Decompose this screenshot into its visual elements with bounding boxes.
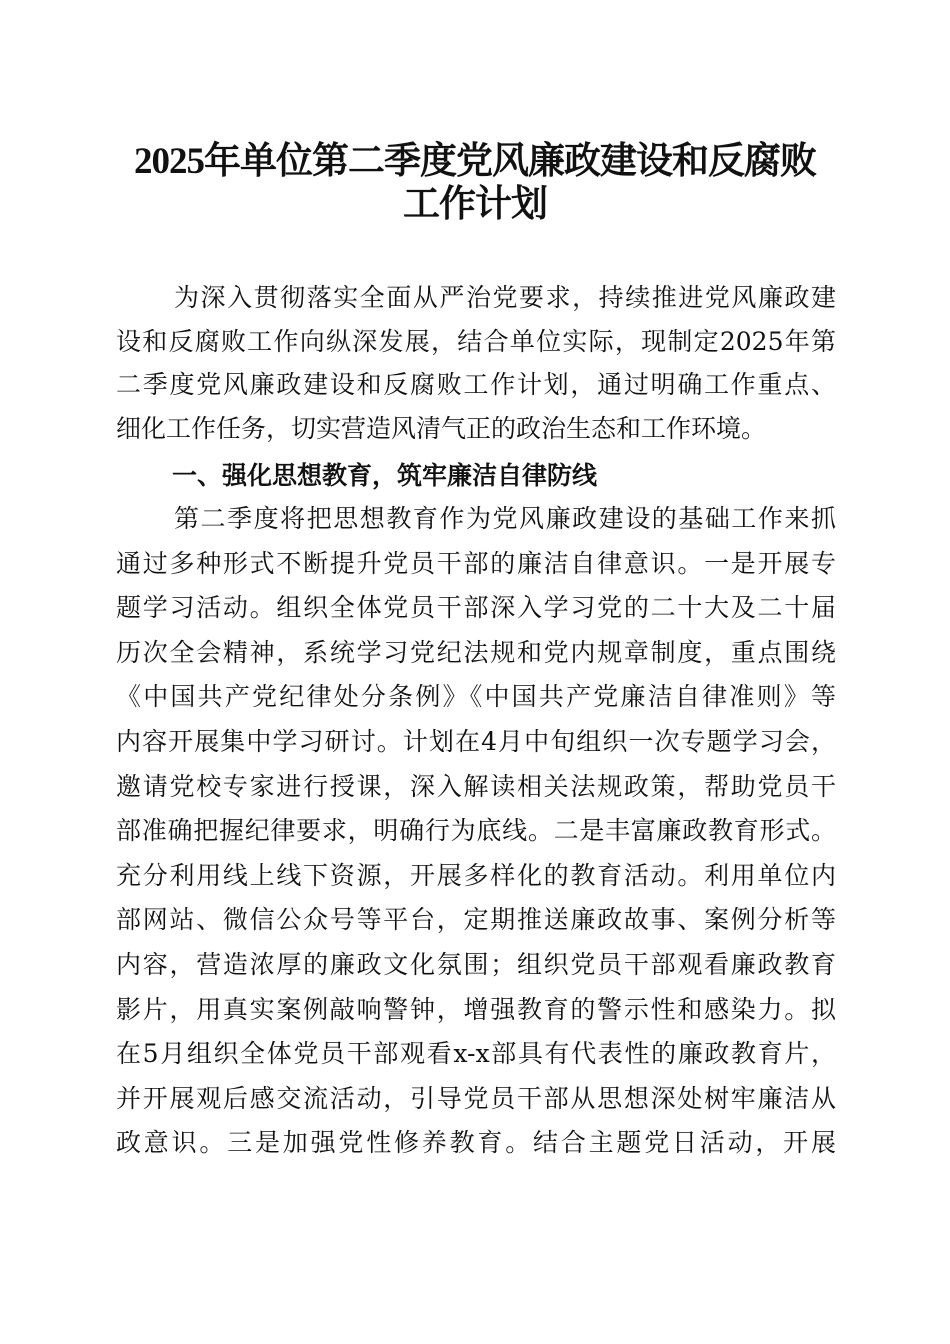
- text-line: 设和反腐败工作向纵深发展，结合单位实际，现制定2025年第: [116, 326, 836, 356]
- section-heading: 一、强化思想教育，筑牢廉洁自律防线: [172, 461, 598, 490]
- text-line: 邀请党校专家进行授课，深入解读相关法规政策，帮助党员干: [116, 771, 836, 801]
- text-line: 部准确把握纪律要求，明确行为底线。二是丰富廉政教育形式。: [116, 816, 836, 846]
- text-line: 第二季度将把思想教育作为党风廉政建设的基础工作来抓: [174, 504, 836, 533]
- text-line: 历次全会精神，系统学习党纪法规和党内规章制度，重点围绕: [116, 637, 836, 667]
- text-line: 部网站、微信公众号等平台，定期推送廉政故事、案例分析等: [116, 905, 836, 935]
- text-line: 影片，用真实案例敲响警钟，增强教育的警示性和感染力。拟: [116, 994, 836, 1024]
- text-line: 在5月组织全体党员干部观看x-x部具有代表性的廉政教育片，: [116, 1039, 836, 1069]
- text-line: 题学习活动。组织全体党员干部深入学习党的二十大及二十届: [116, 593, 836, 623]
- document-title-line-2: 工作计划: [403, 184, 547, 225]
- text-line: 通过多种形式不断提升党员干部的廉洁自律意识。一是开展专: [116, 548, 836, 578]
- text-line: 二季度党风廉政建设和反腐败工作计划，通过明确工作重点、: [116, 370, 836, 399]
- text-line: 政意识。三是加强党性修养教育。结合主题党日活动，开展: [116, 1128, 836, 1158]
- text-line: 并开展观后感交流活动，引导党员干部从思想深处树牢廉洁从: [116, 1083, 836, 1113]
- text-line: 《中国共产党纪律处分条例》《中国共产党廉洁自律准则》等: [116, 682, 836, 712]
- text-line: 细化工作任务，切实营造风清气正的政治生态和工作环境。: [116, 413, 767, 443]
- text-line: 内容，营造浓厚的廉政文化氛围；组织党员干部观看廉政教育: [116, 950, 836, 979]
- text-line: 内容开展集中学习研讨。计划在4月中旬组织一次专题学习会，: [116, 727, 836, 756]
- document-title-line-1: 2025年单位第二季度党风廉政建设和反腐败: [134, 141, 816, 182]
- text-line: 充分利用线上线下资源，开展多样化的教育活动。利用单位内: [116, 860, 836, 890]
- text-line: 为深入贯彻落实全面从严治党要求，持续推进党风廉政建: [174, 283, 836, 312]
